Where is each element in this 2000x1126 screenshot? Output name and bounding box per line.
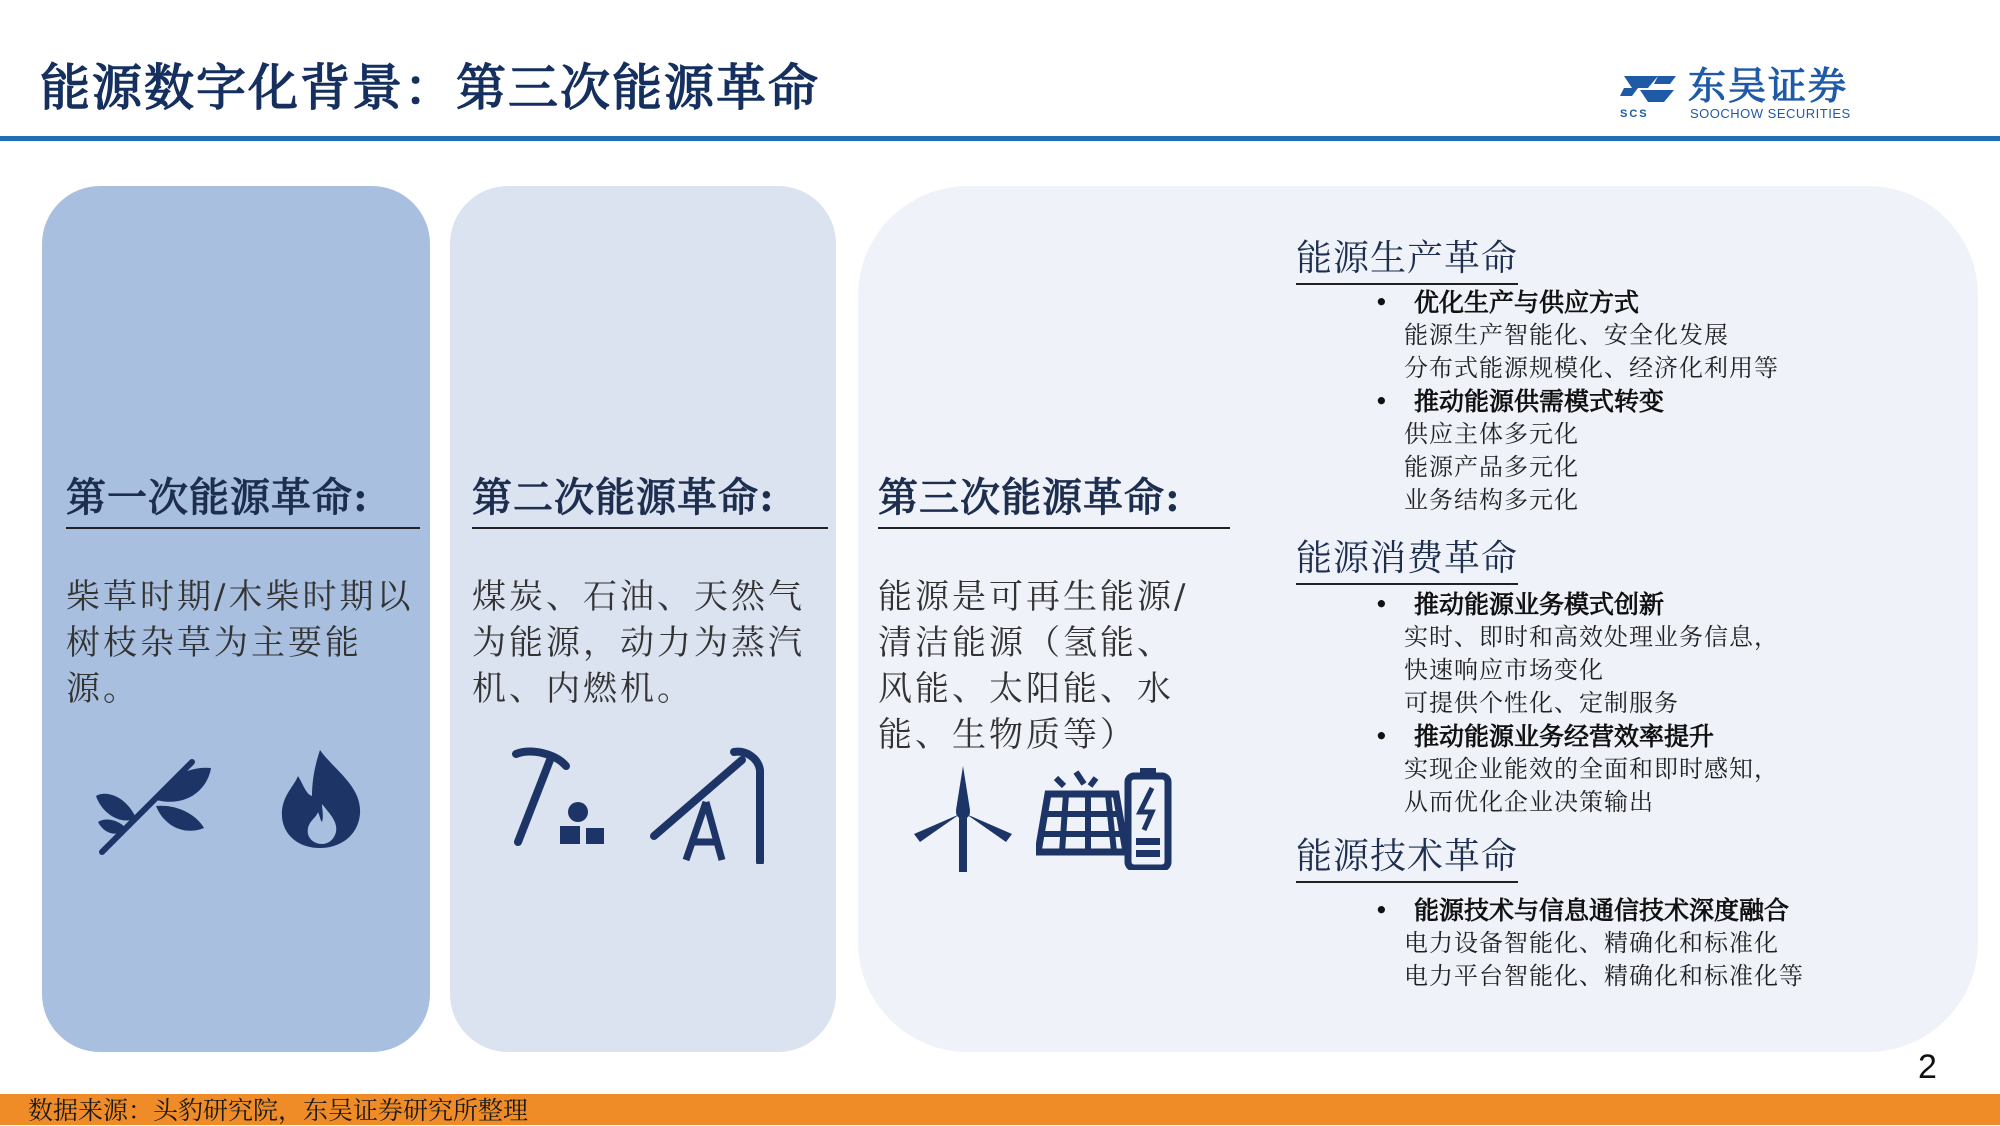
rev-sub: 可提供个性化、定制服务 — [1404, 689, 1679, 717]
era-1-title: 第一次能源革命: — [66, 466, 420, 529]
rev-heading-consumption: 能源消费革命 — [1296, 530, 1518, 585]
company-logo — [1618, 64, 1903, 122]
rev-sub: 实时、即时和高效处理业务信息， — [1404, 623, 1779, 651]
rev-sub: 电力设备智能化、精确化和标准化 — [1404, 929, 1779, 957]
pickaxe-coal-icon — [510, 746, 610, 850]
rev-sub: 快速响应市场变化 — [1404, 656, 1604, 684]
solar-battery-icon — [1036, 766, 1172, 870]
rev-sub: 从而优化企业决策输出 — [1404, 788, 1654, 816]
era-2-title: 第二次能源革命: — [472, 466, 828, 529]
rev-sub: 实现企业能效的全面和即时感知， — [1404, 755, 1779, 783]
logo-name-cn: 东吴证券 — [1688, 64, 1849, 108]
oil-pump-icon — [650, 746, 770, 864]
flame-icon — [276, 748, 366, 848]
logo-name-en: SOOCHOW SECURITIES — [1690, 106, 1851, 121]
footer-source: 数据来源：头豹研究院，东吴证券研究所整理 — [28, 1096, 529, 1125]
rev-heading-production: 能源生产革命 — [1296, 230, 1518, 285]
page-number: 2 — [1918, 1048, 1937, 1086]
header-divider — [0, 136, 2000, 141]
rev-sub: 能源产品多元化 — [1404, 453, 1579, 481]
rev-bullet: • 优化生产与供应方式 — [1374, 286, 1934, 319]
rev-sub: 业务结构多元化 — [1404, 486, 1579, 514]
rev-sub: 供应主体多元化 — [1404, 420, 1579, 448]
rev-sub: 能源生产智能化、安全化发展 — [1404, 321, 1729, 349]
plant-icon — [96, 756, 216, 856]
rev-bullet: • 推动能源业务模式创新 — [1374, 588, 1934, 621]
rev-list-production — [1374, 286, 1934, 517]
era-3-description: 能源是可再生能源/清洁能源（氢能、风能、太阳能、水能、生物质等） — [878, 577, 1189, 755]
rev-bullet: • 能源技术与信息通信技术深度融合 — [1374, 894, 1954, 927]
rev-list-technology — [1374, 894, 1954, 993]
era-3-title: 第三次能源革命: — [878, 466, 1230, 529]
rev-sub: 电力平台智能化、精确化和标准化等 — [1404, 962, 1804, 990]
era-2-description: 煤炭、石油、天然气为能源，动力为蒸汽机、内燃机。 — [472, 577, 805, 709]
rev-heading-technology: 能源技术革命 — [1296, 828, 1518, 883]
logo-abbr: SCS — [1620, 108, 1649, 120]
rev-sub: 分布式能源规模化、经济化利用等 — [1404, 354, 1779, 382]
wind-turbine-icon — [910, 760, 1016, 872]
era-1-description: 柴草时期/木柴时期以树枝杂草为主要能源。 — [66, 577, 414, 709]
rev-list-consumption — [1374, 588, 1934, 819]
rev-bullet: • 推动能源业务经营效率提升 — [1374, 720, 1934, 753]
rev-bullet: • 推动能源供需模式转变 — [1374, 385, 1934, 418]
page-title: 能源数字化背景：第三次能源革命 — [40, 58, 820, 117]
